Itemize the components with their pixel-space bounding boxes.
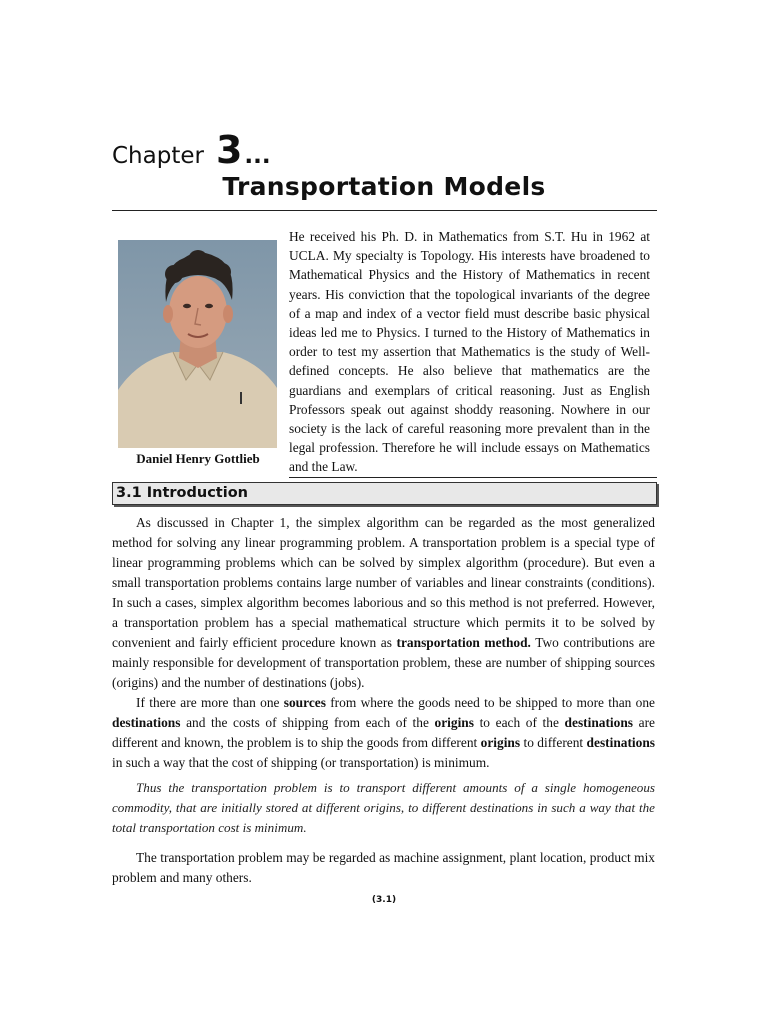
chapter-heading [112, 128, 271, 174]
title-rule [112, 210, 657, 211]
p1-text-a: As discussed in Chapter 1, the simplex algorithm can be regarded as the most generalized method for solving any linear programming problem. A transportation problem is a special type of linear programming problems which can be solved by simplex algorithm (procedure). But even a small transportation problems contains large number of variables and linear constraints (conditions). In such a cases, simplex algorithm becomes laborious and so this method is not preferred. However, a transportation problem has a special mathematical structure which permits it to be solved by convenient and fairly efficient procedure known as [112, 515, 655, 650]
chapter-title: Transportation Models [222, 172, 546, 201]
p2-t5: are different and known, the problem is to ship the goods from different [112, 715, 655, 750]
section-heading: 3.1 Introduction [116, 485, 248, 501]
p2-b6: destinations [586, 735, 656, 750]
p2-t7: in such a way that the cost of shipping (or transportation) is minimum. [112, 755, 490, 770]
definition-paragraph: Thus the transportation problem is to transport different amounts of a single homogeneous commodity, that are initially stored at different origins, to different destinations in such a way that the total transportation cost is minimum. [112, 780, 655, 835]
intro-paragraph-1 [112, 513, 655, 693]
photo-caption: Daniel Henry Gottlieb [136, 451, 260, 466]
p1-bold-term: transportation method. [396, 635, 531, 650]
p2-b5: origins [480, 735, 521, 750]
p2-t6: to different [520, 735, 587, 750]
intro-paragraph-4: The transportation problem may be regarded as machine assignment, plant location, product mix problem and many others. [112, 850, 655, 885]
p2-t3: and the costs of shipping from each of the [180, 715, 435, 730]
chapter-ellipsis: ... [244, 143, 271, 169]
p2-t1: If there are more than one [136, 695, 284, 710]
p2-b1: sources [283, 695, 326, 710]
section-heading-box [112, 482, 657, 505]
p2-b3: origins [434, 715, 474, 730]
p2-t4: to each of the [473, 715, 565, 730]
page-number: (3.1) [371, 895, 397, 905]
portrait-photo [118, 240, 277, 448]
p2-t2: from where the goods need to be shipped to more than one [325, 695, 655, 710]
p2-b4: destinations [564, 715, 634, 730]
intro-paragraph-2 [112, 693, 655, 773]
chapter-word: Chapter [112, 143, 204, 169]
chapter-number: 3 [215, 128, 243, 172]
bio-rule [289, 477, 657, 478]
p2-b2: destinations [112, 715, 181, 730]
biography-text: He received his Ph. D. in Mathematics from S.T. Hu in 1962 at UCLA. My specialty is Topology. His interests have broadened to Mathematical Physics and the History of Mathematics in recent years. His conviction that the topological invariants of the degree of a map and index of a vector field must describe basic physical ideas led me to Physics. I turned to the History of Mathematics in order to test my assertion that Mathematics is the study of Well-defined concepts. He also believe that mathematics are the guardians and exemplars of critical reasoning. Just as English Professors speak out against shoddy reasoning. Nowhere in our society is the lack of careful reasoning more prevalent than in the legal profession. Therefore he will include essays on Mathematics and the Law. [289, 229, 650, 475]
p1-text-b: Two contributions are mainly responsible for development of transportation problem, these are number of shipping sources (origins) and the number of destinations (jobs). [112, 635, 655, 690]
